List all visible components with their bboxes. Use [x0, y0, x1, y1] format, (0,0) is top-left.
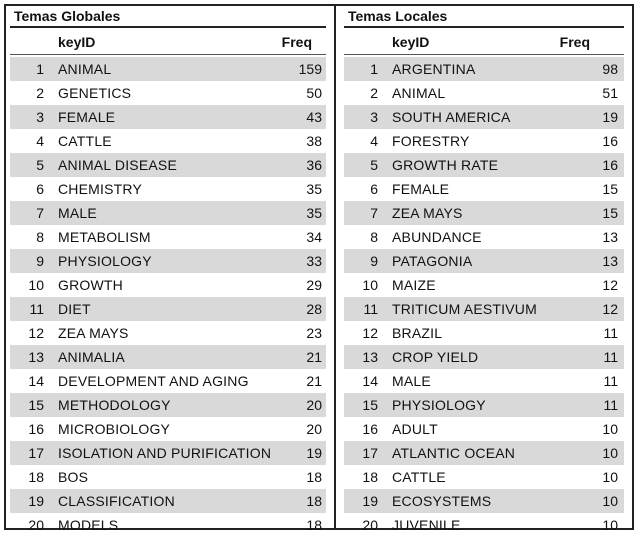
table-row [10, 129, 326, 153]
keyid-column-header: keyID [392, 34, 430, 50]
row-number: 3 [370, 109, 378, 125]
frequency-cell: 11 [603, 397, 618, 413]
keyword-cell: SOUTH AMERICA [392, 109, 511, 125]
row-number: 2 [36, 85, 44, 101]
table-row [10, 417, 326, 441]
frequency-cell: 50 [306, 85, 322, 101]
keyword-cell: CATTLE [392, 469, 446, 485]
keyword-cell: ADULT [392, 421, 438, 437]
row-number: 16 [362, 421, 378, 437]
row-number: 9 [370, 253, 378, 269]
row-number: 3 [36, 109, 44, 125]
frequency-cell: 33 [306, 253, 322, 269]
frequency-cell: 20 [306, 397, 322, 413]
frequency-cell: 12 [602, 301, 618, 317]
frequency-cell: 13 [602, 253, 618, 269]
row-number: 19 [28, 493, 44, 509]
keyword-cell: BOS [58, 469, 89, 485]
table-row [344, 417, 624, 441]
frequency-cell: 19 [602, 109, 618, 125]
row-number: 13 [362, 349, 378, 365]
local-rows [344, 57, 624, 537]
row-number: 12 [362, 325, 378, 341]
table-row [10, 441, 326, 465]
freq-column-header: Freq [281, 34, 312, 50]
table-row [344, 297, 624, 321]
frequency-cell: 18 [306, 469, 322, 485]
keyword-cell: DIET [58, 301, 91, 317]
frequency-cell: 11 [603, 325, 618, 341]
table-row [10, 345, 326, 369]
table-row [344, 177, 624, 201]
frequency-cell: 12 [602, 277, 618, 293]
frequency-cell: 18 [306, 493, 322, 509]
frequency-cell: 35 [306, 181, 322, 197]
keyword-cell: MODELS [58, 517, 119, 533]
table-row [10, 273, 326, 297]
row-number: 1 [370, 61, 378, 77]
keyword-cell: ANIMAL DISEASE [58, 157, 177, 173]
keyword-cell: CATTLE [58, 133, 112, 149]
global-rows [10, 57, 326, 537]
table-row [10, 249, 326, 273]
row-number: 15 [362, 397, 378, 413]
keyword-cell: ZEA MAYS [58, 325, 129, 341]
row-number: 6 [370, 181, 378, 197]
keyword-cell: FORESTRY [392, 133, 470, 149]
frequency-cell: 10 [602, 469, 618, 485]
row-number: 5 [36, 157, 44, 173]
table-row [344, 465, 624, 489]
row-number: 16 [28, 421, 44, 437]
keyword-cell: CLASSIFICATION [58, 493, 175, 509]
table-row [10, 105, 326, 129]
table-row [344, 321, 624, 345]
frequency-cell: 21 [306, 373, 322, 389]
frequency-cell: 10 [602, 517, 618, 533]
table-row [344, 369, 624, 393]
frequency-cell: 16 [602, 133, 618, 149]
keyword-cell: JUVENILE [392, 517, 461, 533]
keyword-cell: MICROBIOLOGY [58, 421, 171, 437]
table-row [10, 369, 326, 393]
table-row [344, 441, 624, 465]
keyword-cell: DEVELOPMENT AND AGING [58, 373, 249, 389]
keyword-cell: ATLANTIC OCEAN [392, 445, 516, 461]
keyword-cell: PHYSIOLOGY [392, 397, 486, 413]
frequency-cell: 51 [602, 85, 618, 101]
table-row [344, 105, 624, 129]
table-row [10, 81, 326, 105]
table-row [344, 393, 624, 417]
frequency-cell: 38 [306, 133, 322, 149]
local-header-row [344, 28, 624, 55]
frequency-cell: 15 [602, 205, 618, 221]
row-number: 14 [28, 373, 44, 389]
keyword-cell: ECOSYSTEMS [392, 493, 492, 509]
frequency-cell: 16 [602, 157, 618, 173]
keyword-cell: PHYSIOLOGY [58, 253, 152, 269]
row-number: 18 [28, 469, 44, 485]
table-row [10, 153, 326, 177]
row-number: 11 [363, 301, 378, 317]
table-row [344, 57, 624, 81]
row-number: 8 [370, 229, 378, 245]
frequency-cell: 21 [306, 349, 322, 365]
table-row [10, 489, 326, 513]
keyword-cell: GROWTH RATE [392, 157, 499, 173]
keyword-cell: GENETICS [58, 85, 132, 101]
table-row [344, 201, 624, 225]
row-number: 4 [370, 133, 378, 149]
table-row [344, 345, 624, 369]
row-number: 14 [362, 373, 378, 389]
frequency-cell: 10 [602, 421, 618, 437]
frequency-cell: 10 [602, 445, 618, 461]
table-row [10, 321, 326, 345]
local-topics-title: Temas Locales [348, 8, 448, 24]
row-number: 12 [28, 325, 44, 341]
frequency-cell: 28 [306, 301, 322, 317]
frequency-cell: 11 [603, 373, 618, 389]
table-row [344, 225, 624, 249]
global-header-row [10, 28, 326, 55]
keyword-cell: MALE [58, 205, 97, 221]
keyword-cell: ARGENTINA [392, 61, 476, 77]
keyword-cell: MAIZE [392, 277, 436, 293]
frequency-cell: 23 [306, 325, 322, 341]
row-number: 5 [370, 157, 378, 173]
table-row [344, 153, 624, 177]
table-row [10, 225, 326, 249]
local-topics-panel [344, 6, 624, 537]
frequency-cell: 36 [306, 157, 322, 173]
row-number: 15 [28, 397, 44, 413]
frequency-cell: 15 [602, 181, 618, 197]
table-row [344, 513, 624, 537]
panel-divider [334, 4, 336, 530]
row-number: 1 [36, 61, 44, 77]
keyid-column-header: keyID [58, 34, 96, 50]
keyword-cell: BRAZIL [392, 325, 443, 341]
global-topics-title: Temas Globales [14, 8, 121, 24]
row-number: 7 [370, 205, 378, 221]
table-row [10, 393, 326, 417]
frequency-cell: 98 [602, 61, 618, 77]
frequency-cell: 13 [602, 229, 618, 245]
frequency-cell: 10 [602, 493, 618, 509]
table-row [10, 201, 326, 225]
keyword-cell: MALE [392, 373, 431, 389]
row-number: 2 [370, 85, 378, 101]
table-row [10, 513, 326, 537]
frequency-cell: 159 [298, 61, 322, 77]
row-number: 11 [29, 301, 44, 317]
row-number: 18 [362, 469, 378, 485]
global-topics-panel [10, 6, 326, 537]
row-number: 10 [28, 277, 44, 293]
keyword-cell: CHEMISTRY [58, 181, 142, 197]
frequency-cell: 20 [306, 421, 322, 437]
table-row [344, 129, 624, 153]
row-number: 8 [36, 229, 44, 245]
keyword-cell: ABUNDANCE [392, 229, 482, 245]
frequency-cell: 43 [306, 109, 322, 125]
keyword-cell: FEMALE [58, 109, 116, 125]
row-number: 20 [362, 517, 378, 533]
keyword-cell: PATAGONIA [392, 253, 473, 269]
keyword-cell: ANIMAL [58, 61, 112, 77]
keyword-cell: CROP YIELD [392, 349, 479, 365]
table-row [344, 81, 624, 105]
table-row [344, 249, 624, 273]
row-number: 20 [28, 517, 44, 533]
row-number: 17 [28, 445, 44, 461]
row-number: 19 [362, 493, 378, 509]
keyword-cell: FEMALE [392, 181, 450, 197]
table-row [10, 177, 326, 201]
table-row [10, 297, 326, 321]
table-row [344, 273, 624, 297]
row-number: 7 [36, 205, 44, 221]
table-row [344, 489, 624, 513]
frequency-cell: 29 [306, 277, 322, 293]
keyword-cell: ANIMAL [392, 85, 446, 101]
frequency-cell: 19 [306, 445, 322, 461]
row-number: 4 [36, 133, 44, 149]
freq-column-header: Freq [559, 34, 590, 50]
frequency-cell: 11 [603, 349, 618, 365]
frequency-cell: 18 [306, 517, 322, 533]
keyword-cell: GROWTH [58, 277, 123, 293]
row-number: 9 [36, 253, 44, 269]
keyword-cell: METABOLISM [58, 229, 151, 245]
row-number: 17 [362, 445, 378, 461]
row-number: 10 [362, 277, 378, 293]
keyword-cell: ZEA MAYS [392, 205, 463, 221]
keyword-cell: ISOLATION AND PURIFICATION [58, 445, 272, 461]
keyword-cell: METHODOLOGY [58, 397, 171, 413]
keyword-cell: TRITICUM AESTIVUM [392, 301, 537, 317]
row-number: 13 [28, 349, 44, 365]
frequency-cell: 35 [306, 205, 322, 221]
table-row [10, 57, 326, 81]
frequency-cell: 34 [306, 229, 322, 245]
table-row [10, 465, 326, 489]
row-number: 6 [36, 181, 44, 197]
keyword-cell: ANIMALIA [58, 349, 125, 365]
